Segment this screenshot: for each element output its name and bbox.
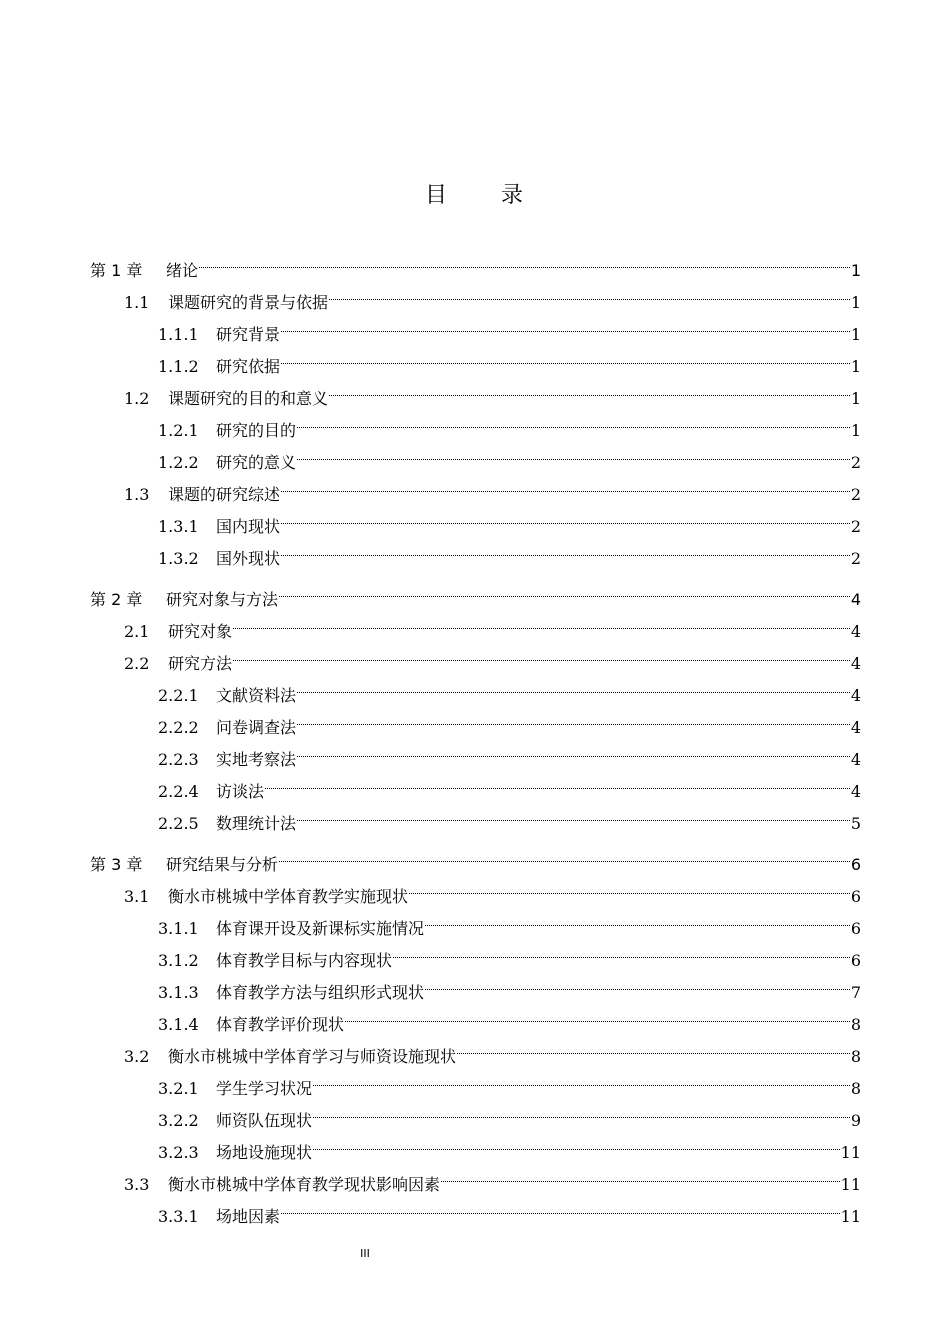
toc-entry-page-number: 9 xyxy=(850,1111,861,1130)
toc-dot-leader xyxy=(232,605,851,637)
toc-entry-page-number: 2 xyxy=(850,453,861,472)
toc-entry-title: 衡水市桃城中学体育教学现状影响因素 xyxy=(168,1175,441,1194)
toc-entry-number: 3.2 xyxy=(124,1047,150,1066)
toc-entry-title: 场地设施现状 xyxy=(216,1143,313,1162)
toc-entry-number: 3.2.3 xyxy=(158,1143,199,1162)
toc-entry-title: 体育课开设及新课标实施情况 xyxy=(216,919,425,938)
toc-entry-page-number: 1 xyxy=(850,325,861,344)
toc-entry-number: 3.2.1 xyxy=(158,1079,199,1098)
table-of-contents xyxy=(90,244,861,1226)
toc-dot-leader xyxy=(296,436,851,468)
toc-dot-leader xyxy=(280,1190,841,1222)
toc-entry-title: 研究依据 xyxy=(216,357,281,376)
toc-dot-leader xyxy=(280,340,851,372)
toc-dot-leader xyxy=(264,765,851,797)
toc-entry-title: 课题研究的目的和意义 xyxy=(168,389,329,408)
toc-entry-title: 绪论 xyxy=(166,261,199,280)
toc-section-entry[interactable] xyxy=(90,276,861,312)
toc-entry-page-number: 8 xyxy=(850,1079,861,1098)
toc-entry-page-number: 4 xyxy=(850,782,861,801)
toc-entry-page-number: 4 xyxy=(850,590,861,609)
toc-dot-leader xyxy=(198,244,851,276)
toc-entry-title: 国外现状 xyxy=(216,549,281,568)
toc-entry-title: 体育教学方法与组织形式现状 xyxy=(216,983,425,1002)
toc-dot-leader xyxy=(232,637,851,669)
toc-dot-leader xyxy=(424,902,851,934)
toc-heading-char-2: 录 xyxy=(501,183,526,208)
toc-chapter-entry[interactable] xyxy=(90,244,861,280)
toc-entry-page-number: 1 xyxy=(850,421,861,440)
toc-entry-title: 研究背景 xyxy=(216,325,281,344)
toc-entry-page-number: 6 xyxy=(850,855,861,874)
toc-entry-page-number: 1 xyxy=(850,293,861,312)
toc-dot-leader xyxy=(328,276,851,308)
toc-entry-page-number: 7 xyxy=(850,983,861,1002)
toc-entry-number: 2.2.3 xyxy=(158,750,199,769)
toc-dot-leader xyxy=(280,500,851,532)
toc-heading-char-1: 目 xyxy=(424,183,449,208)
toc-dot-leader xyxy=(296,733,851,765)
toc-entry-number: 3.1.2 xyxy=(158,951,199,970)
toc-entry-title: 衡水市桃城中学体育学习与师资设施现状 xyxy=(168,1047,457,1066)
toc-dot-leader xyxy=(278,838,851,870)
toc-dot-leader xyxy=(280,468,851,500)
toc-entry-number: 2.2.5 xyxy=(158,814,199,833)
toc-dot-leader xyxy=(344,998,851,1030)
toc-dot-leader xyxy=(440,1158,841,1190)
toc-entry-number: 1.3.2 xyxy=(158,549,199,568)
toc-entry-page-number: 1 xyxy=(850,389,861,408)
page-footer-number: III xyxy=(360,1247,370,1260)
toc-entry-number: 1.1.1 xyxy=(158,325,199,344)
toc-entry-number: 2.2.1 xyxy=(158,686,199,705)
toc-dot-leader xyxy=(456,1030,851,1062)
toc-entry-page-number: 11 xyxy=(840,1143,861,1162)
toc-entry-number: 1.1 xyxy=(124,293,150,312)
toc-dot-leader xyxy=(328,372,851,404)
toc-entry-page-number: 4 xyxy=(850,750,861,769)
toc-entry-number: 2.2.2 xyxy=(158,718,199,737)
toc-dot-leader xyxy=(278,573,851,605)
toc-entry-number: 1.3.1 xyxy=(158,517,199,536)
toc-entry-title: 研究方法 xyxy=(168,654,233,673)
toc-dot-leader xyxy=(296,404,851,436)
toc-heading xyxy=(0,178,950,209)
toc-entry-title: 文献资料法 xyxy=(216,686,297,705)
toc-entry-page-number: 6 xyxy=(850,919,861,938)
toc-entry-title: 研究的目的 xyxy=(216,421,297,440)
toc-entry-number: 1.1.2 xyxy=(158,357,199,376)
toc-entry-number: 3.3.1 xyxy=(158,1207,199,1226)
toc-entry-number: 第 1 章 xyxy=(90,261,143,280)
toc-entry-page-number: 4 xyxy=(850,622,861,641)
toc-entry-number: 2.1 xyxy=(124,622,150,641)
toc-entry-title: 师资队伍现状 xyxy=(216,1111,313,1130)
toc-entry-page-number: 2 xyxy=(850,485,861,504)
toc-dot-leader xyxy=(312,1126,841,1158)
toc-entry-number: 1.2.1 xyxy=(158,421,199,440)
toc-entry-number: 3.2.2 xyxy=(158,1111,199,1130)
toc-dot-leader xyxy=(296,669,851,701)
toc-entry-title: 体育教学目标与内容现状 xyxy=(216,951,393,970)
toc-entry-page-number: 11 xyxy=(840,1207,861,1226)
toc-entry-number: 2.2 xyxy=(124,654,150,673)
toc-entry-number: 1.2.2 xyxy=(158,453,199,472)
toc-dot-leader xyxy=(424,966,851,998)
toc-entry-page-number: 2 xyxy=(850,517,861,536)
toc-entry-page-number: 2 xyxy=(850,549,861,568)
toc-entry-page-number: 4 xyxy=(850,654,861,673)
toc-entry-page-number: 6 xyxy=(850,951,861,970)
toc-entry-title: 研究结果与分析 xyxy=(166,855,279,874)
toc-entry-page-number: 6 xyxy=(850,887,861,906)
toc-entry-title: 研究对象与方法 xyxy=(166,590,279,609)
toc-entry-title: 课题的研究综述 xyxy=(168,485,281,504)
toc-entry-page-number: 4 xyxy=(850,718,861,737)
toc-entry-number: 1.3 xyxy=(124,485,150,504)
toc-entry-number: 第 2 章 xyxy=(90,590,143,609)
toc-entry-title: 访谈法 xyxy=(216,782,265,801)
toc-entry-title: 国内现状 xyxy=(216,517,281,536)
toc-entry-title: 研究对象 xyxy=(168,622,233,641)
toc-dot-leader xyxy=(296,701,851,733)
toc-dot-leader xyxy=(312,1062,851,1094)
toc-entry-page-number: 4 xyxy=(850,686,861,705)
toc-entry-number: 3.1 xyxy=(124,887,150,906)
toc-entry-title: 问卷调查法 xyxy=(216,718,297,737)
toc-entry-title: 研究的意义 xyxy=(216,453,297,472)
toc-entry-title: 课题研究的背景与依据 xyxy=(168,293,329,312)
toc-entry-page-number: 1 xyxy=(850,261,861,280)
toc-entry-title: 衡水市桃城中学体育教学实施现状 xyxy=(168,887,409,906)
toc-entry-page-number: 8 xyxy=(850,1015,861,1034)
toc-entry-title: 场地因素 xyxy=(216,1207,281,1226)
toc-entry-number: 第 3 章 xyxy=(90,855,143,874)
toc-dot-leader xyxy=(392,934,851,966)
toc-entry-number: 3.1.1 xyxy=(158,919,199,938)
toc-entry-number: 3.1.3 xyxy=(158,983,199,1002)
toc-entry-number: 3.3 xyxy=(124,1175,150,1194)
toc-entry-title: 学生学习状况 xyxy=(216,1079,313,1098)
toc-chapter-entry[interactable] xyxy=(90,838,861,874)
toc-dot-leader xyxy=(312,1094,851,1126)
toc-entry-number: 3.1.4 xyxy=(158,1015,199,1034)
toc-entry-title: 实地考察法 xyxy=(216,750,297,769)
toc-dot-leader xyxy=(280,308,851,340)
toc-entry-page-number: 8 xyxy=(850,1047,861,1066)
toc-dot-leader xyxy=(280,532,851,564)
toc-entry-title: 体育教学评价现状 xyxy=(216,1015,345,1034)
toc-entry-page-number: 11 xyxy=(840,1175,861,1194)
toc-entry-page-number: 1 xyxy=(850,357,861,376)
toc-entry-title: 数理统计法 xyxy=(216,814,297,833)
toc-entry-number: 1.2 xyxy=(124,389,150,408)
toc-entry-number: 2.2.4 xyxy=(158,782,199,801)
toc-dot-leader xyxy=(408,870,851,902)
toc-chapter-entry[interactable] xyxy=(90,573,861,609)
toc-dot-leader xyxy=(296,797,851,829)
toc-entry-page-number: 5 xyxy=(850,814,861,833)
